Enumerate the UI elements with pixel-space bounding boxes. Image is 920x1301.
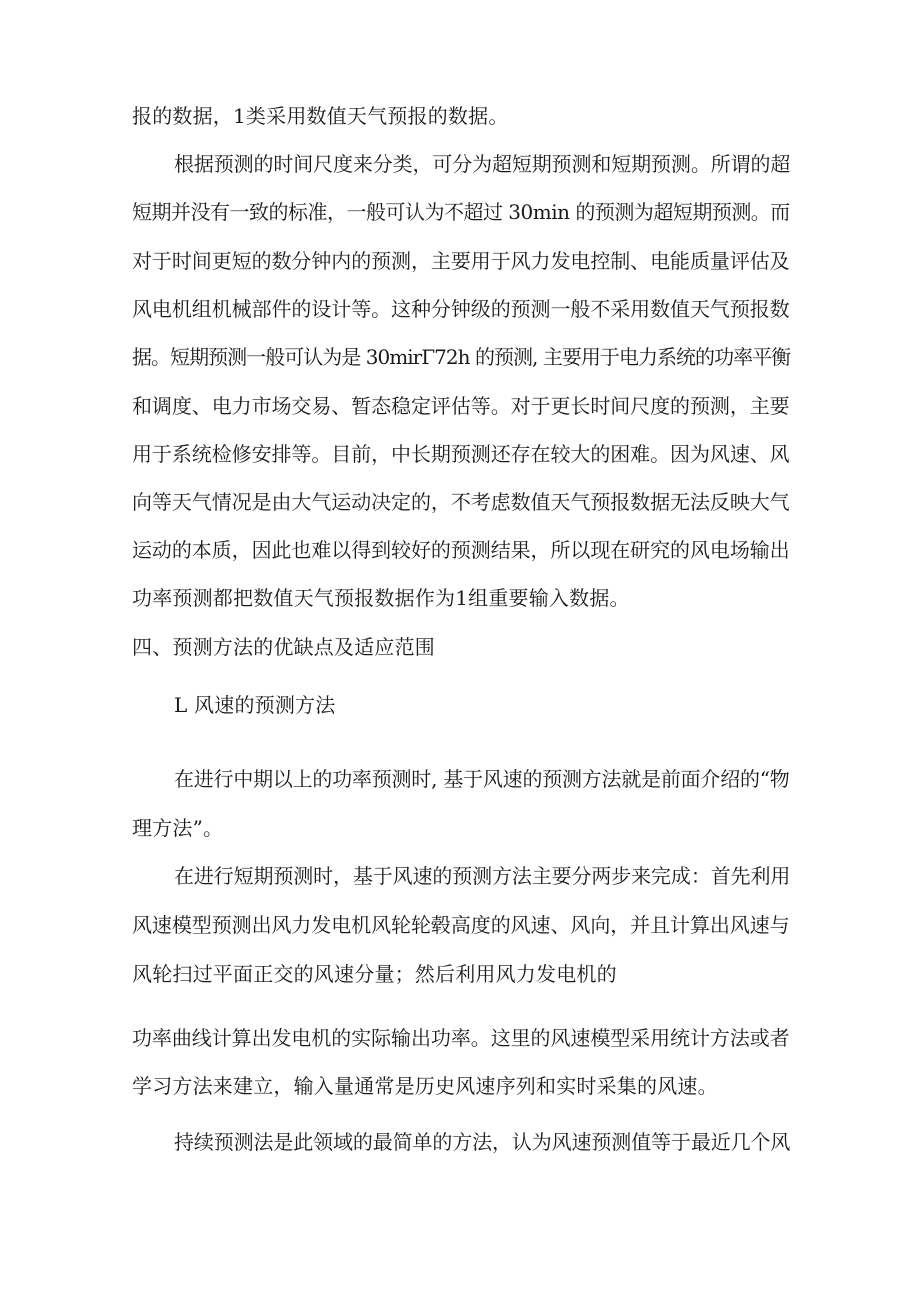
text-line: 向等天气情况是由大气运动决定的，不考虑数值天气预报数据无法反映大气: [132, 490, 790, 514]
text-line: 风电机组机械部件的设计等。这种分钟级的预测一般不采用数值天气预报数: [132, 297, 790, 321]
text-line: 根据预测的时间尺度来分类，可分为超短期预测和短期预测。所谓的超: [174, 152, 791, 176]
text-line: 对于时间更短的数分钟内的预测，主要用于风力发电控制、电能质量评估及: [132, 249, 790, 273]
text-line: 据。短期预测一般可认为是 30mirΓ72h 的预测, 主要用于电力系统的功率平衡: [132, 345, 791, 369]
text-line: 报的数据，1类采用数值天气预报的数据。: [132, 104, 509, 128]
text-line: 在进行短期预测时，基于风速的预测方法主要分两步来完成：首先利用: [174, 864, 791, 888]
text-line: 持续预测法是此领域的最简单的方法，认为风速预测值等于最近几个风: [174, 1130, 791, 1154]
text-line: 学习方法来建立，输入量通常是历史风速序列和实时采集的风速。: [132, 1074, 718, 1098]
text-line: 在进行中期以上的功率预测时, 基于风速的预测方法就是前面介绍的“物: [174, 767, 790, 791]
text-line: 运动的本质，因此也难以得到较好的预测结果，所以现在研究的风电场输出: [132, 538, 790, 562]
subsection-heading: L 风速的预测方法: [174, 693, 336, 717]
section-heading: 四、预测方法的优缺点及适应范围: [132, 635, 435, 659]
text-line: 用于系统检修安排等。目前，中长期预测还存在较大的困难。因为风速、风: [132, 442, 790, 466]
text-line: 功率曲线计算出发电机的实际输出功率。这里的风速模型采用统计方法或者: [132, 1026, 790, 1050]
text-line: 风轮扫过平面正交的风速分量；然后利用风力发电机的: [132, 962, 617, 986]
text-line: 功率预测都把数值天气预报数据作为1组重要输入数据。: [132, 586, 630, 610]
text-line: 短期并没有一致的标准，一般可认为不超过 30min 的预测为超短期预测。而: [132, 200, 790, 224]
text-line: 理方法”。: [132, 816, 224, 840]
text-line: 风速模型预测出风力发电机风轮轮毂高度的风速、风向，并且计算出风速与: [132, 913, 790, 937]
text-line: 和调度、电力市场交易、暂态稳定评估等。对于更长时间尺度的预测，主要: [132, 394, 790, 418]
